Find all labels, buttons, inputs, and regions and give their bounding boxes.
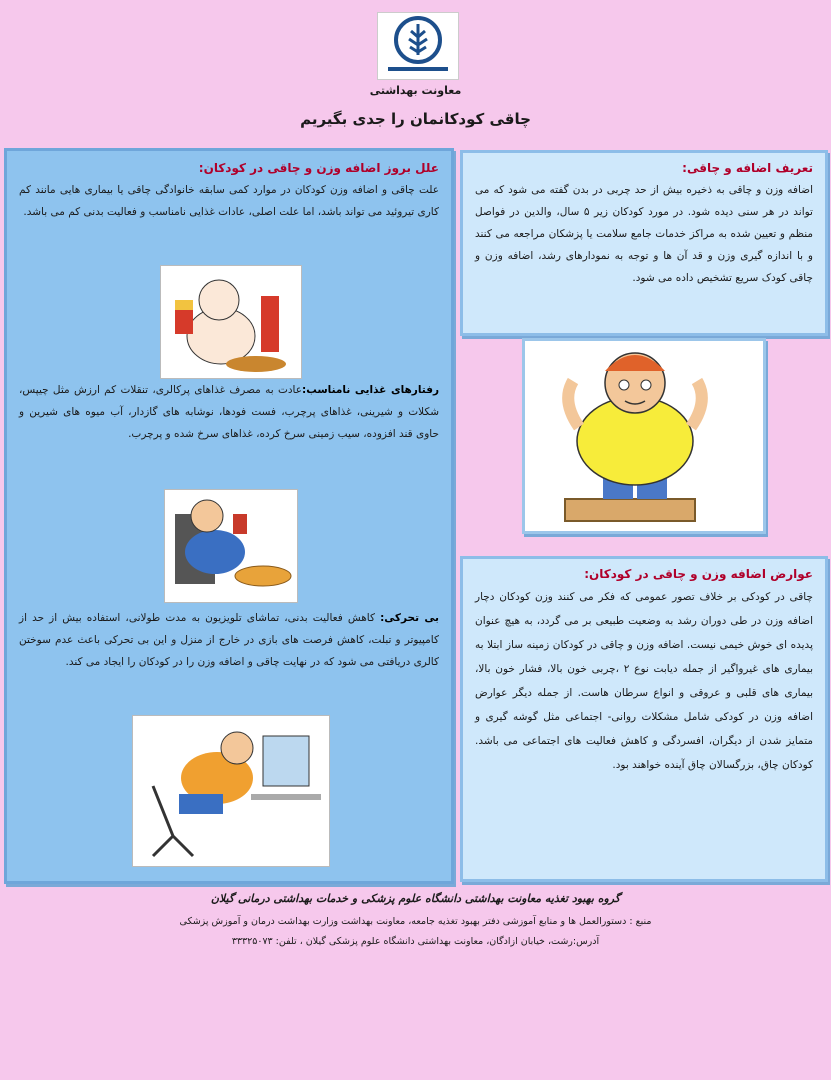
eating-text: عادت به مصرف غذاهای پرکالری، تنقلات کم ارزش مثل چیپس، شکلات و شیرینی، غذاهای پرچرب، فست فودها، نوشابه های گازدار، آب میوه های شیرین و حاوی قند افزوده، سیب زمینی سرخ کرده، غذاهای سرخ شده و پرچرب. — [19, 384, 439, 440]
child-at-computer-illustration — [133, 716, 329, 866]
definition-heading: تعریف اضافه و چاقی: — [682, 161, 813, 175]
child-on-scale-illustration — [525, 341, 763, 531]
inactivity-lead: بی تحرکی: — [380, 612, 439, 624]
footer-group: گروه بهبود تغذیه معاونت بهداشتی دانشگاه علوم پزشکی و خدمات بهداشتی درمانی گیلان — [210, 892, 621, 905]
office-name: معاونت بهداشتی — [369, 84, 462, 97]
child-at-computer-image — [132, 715, 330, 867]
eating-paragraph — [19, 379, 439, 445]
child-eating-pizza-image — [164, 489, 298, 603]
child-on-scale-image — [522, 338, 766, 534]
causes-panel — [4, 148, 454, 884]
footer-source: منبع : دستورالعمل ها و منابع آموزشی دفتر بهبود تغذیه جامعه، معاونت بهداشت وزارت بهداشت درمان و آموزش پزشکی — [179, 916, 652, 927]
definition-panel — [460, 150, 828, 336]
causes-text: علت چاقی و اضافه وزن کودکان در موارد کمی سابقه خانوادگی چاقی یا بیماری هایی مانند کم کاری تیروئید می تواند باشد، اما علت اصلی، عادات غذایی نامناسب و فعالیت بدنی کم می باشد. — [19, 184, 439, 218]
child-eating-pizza-illustration — [165, 490, 297, 602]
page-title: چاقی کودکانمان را جدی بگیریم — [300, 110, 531, 128]
fast-food-child-image — [160, 265, 302, 379]
effects-text: چاقی در کودکی بر خلاف تصور عمومی که فکر می کنند وزن کودکان دچار اضافه وزن در طی دوران رشد به وضعیت طبیعی بر می گردد، به هیچ عنوان پدیده ای خوش خیمی نیست. اضافه وزن و چاقی در کودکان زمینه ساز ابتلا به بیماری های غیرواگیر از جمله دیابت نوع ۲ ،چربی خون بالا، فشار خون بالا، بیماری های قلبی و عروقی و انواع سرطان هاست. از جمله دیگر عوارض اضافه وزن در کودکی شامل مشکلات روانی- اجتماعی مثل گوشه گیری و متمایز شدن از دیگران، افسردگی و کاهش فعالیت های اجتماعی می باشد. کودکان چاق، بزرگسالان چاق آینده خواهند بود. — [475, 591, 813, 771]
university-logo-icon — [378, 13, 458, 79]
inactivity-text: کاهش فعالیت بدنی، تماشای تلویزیون به مدت طولانی، استفاده بیش از حد از کامپیوتر و تبلت، کاهش فرصت های بازی در خارج از منزل و این بی تحرکی باعث عدم سوختن کالری دریافتی می شود که در نهایت چاقی و اضافه وزن را در کودکان را ایجاد می کند. — [19, 612, 439, 668]
effects-heading: عوارض اضافه وزن و چاقی در کودکان: — [584, 567, 813, 581]
footer-address: آدرس:رشت، خیابان ازادگان، معاونت بهداشتی دانشگاه علوم پزشکی گیلان ، تلفن: ۳۳۳۲۵۰۷۳ — [231, 936, 600, 947]
eating-lead: رفتارهای غذایی نامناسب: — [302, 384, 439, 396]
inactivity-paragraph — [19, 607, 439, 673]
fast-food-child-illustration — [161, 266, 301, 378]
university-logo — [377, 12, 459, 80]
definition-text: اضافه وزن و چاقی به ذخیره بیش از حد چربی در بدن گفته می شود که می تواند در هر سنی دیده شود. در مورد کودکان زیر ۵ سال، والدین در فواصل منظم و تعیین شده به مراکز خدمات جامع سلامت یا پزشکان مراجعه می کنند و با اندازه گیری وزن و قد آن ها و توجه به نمودارهای رشد، اضافه وزن و چاقی کودک سریع تشخیص داده می شود. — [475, 184, 813, 284]
effects-panel — [460, 556, 828, 882]
causes-heading: علل بروز اضافه وزن و چاقی در کودکان: — [198, 161, 439, 175]
